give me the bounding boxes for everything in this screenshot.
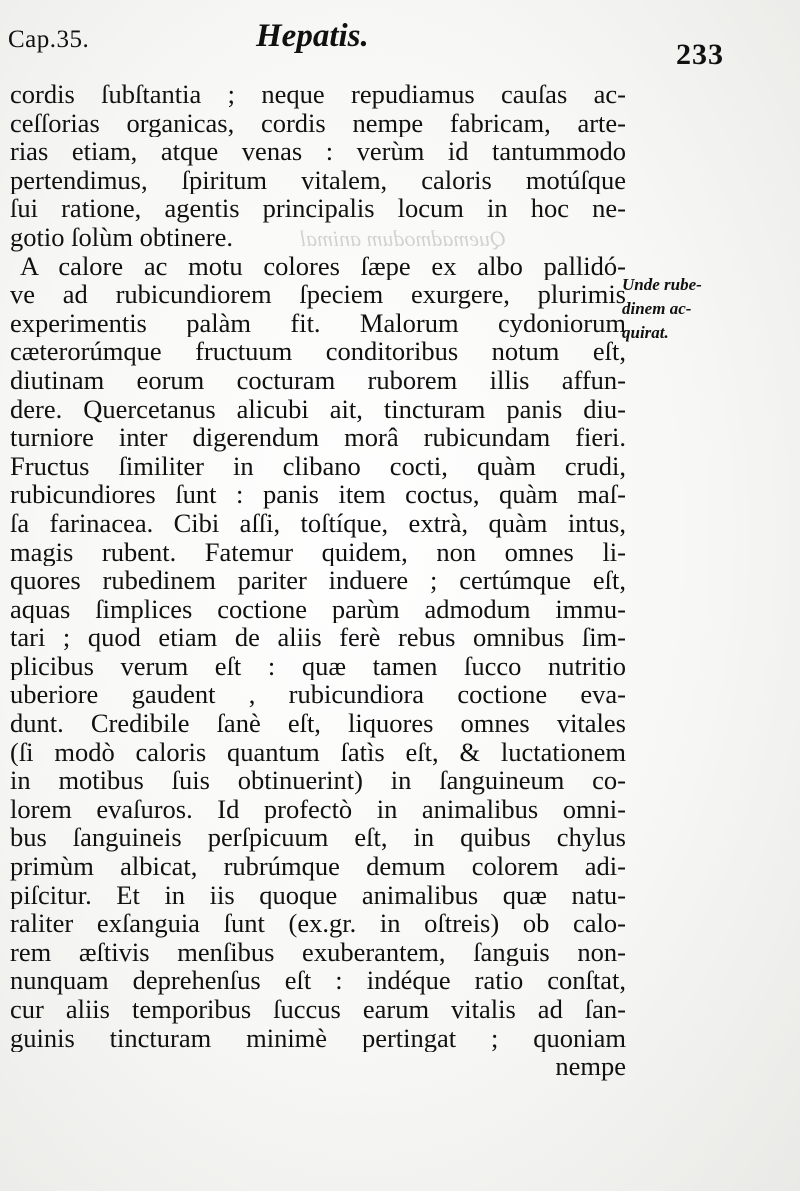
- text-line: nunquam deprehenſus eſt : indéque ratio conſtat,: [10, 966, 626, 995]
- text-line: guinis tincturam minimè pertingat ; quoniam: [10, 1023, 626, 1053]
- text-line: rias etiam, atque venas : verùm id tantummodo: [10, 137, 626, 166]
- text-line: Fructus ſimiliter in clibano cocti, quàm crudi,: [10, 451, 626, 481]
- catchword: nempe: [555, 1052, 626, 1081]
- text-line: magis rubent. Fatemur quidem, non omnes li-: [10, 537, 626, 567]
- text-line: (ſi modò caloris quantum ſatìs eſt, & luctationem: [10, 737, 626, 767]
- text-line: in motibus ſuis obtinuerint) in ſanguineum co-: [10, 766, 626, 795]
- text-line: ſui ratione, agentis principalis locum in hoc ne-: [10, 194, 626, 223]
- text-line: piſcitur. Et in iis quoque animalibus quæ natu-: [10, 880, 626, 910]
- text-line: tari ; quod etiam de aliis ferè rebus omnibus ſim-: [10, 623, 626, 652]
- running-head: [8, 14, 788, 71]
- text-line: experimentis palàm fit. Malorum cydoniorum: [10, 308, 626, 338]
- text-line: cæterorúmque fructuum conditoribus notum eſt,: [10, 337, 626, 366]
- chapter-label: Cap.35.: [8, 26, 90, 53]
- text-line: pertendimus, ſpiritum vitalem, caloris motúſque: [10, 165, 626, 195]
- text-line: turniore inter digerendum morâ rubicundam fieri.: [10, 423, 626, 452]
- text-line: dunt. Credibile ſanè eſt, liquores omnes vitales: [10, 709, 626, 738]
- text-line: raliter exſanguia ſunt (ex.gr. in oſtreis) ob calo-: [10, 909, 626, 938]
- text-line: rem æſtivis menſibus exuberantem, ſanguis non-: [10, 937, 626, 967]
- body-text: [10, 80, 626, 1081]
- text-line: quores rubedinem pariter induere ; certúmque eſt,: [10, 566, 626, 595]
- text-line: plicibus verum eſt : quæ tamen ſucco nutritio: [10, 651, 626, 681]
- page-number: 233: [676, 38, 724, 71]
- marginal-note-line: quirat.: [622, 323, 669, 342]
- text-line: dere. Quercetanus alicubi ait, tincturam panis diu-: [10, 394, 626, 424]
- text-line: ſa farinacea. Cibi aſſi, toſtíque, extrà, quàm intus,: [10, 508, 626, 538]
- text-line: gotio ſolùm obtinere.: [10, 222, 234, 252]
- marginal-note: [622, 273, 798, 345]
- text-line: cordis ſubſtantia ; neque repudiamus cauſas ac-: [10, 80, 626, 109]
- text-line: uberiore gaudent , rubicundiora coctione eva-: [10, 680, 626, 710]
- text-line: primùm albicat, rubrúmque demum colorem adi-: [10, 852, 626, 881]
- text-line: cur aliis temporibus ſuccus earum vitalis ad ſan-: [10, 995, 626, 1024]
- text-line: aquas ſimplices coctione parùm admodum immu-: [10, 594, 626, 624]
- marginal-note-line: dinem ac-: [622, 299, 692, 318]
- page-title: Hepatis.: [256, 18, 369, 54]
- show-through-text: Quemadmodum animal: [300, 226, 506, 251]
- text-line: lorem evaſuros. Id profectò in animalibus omni-: [10, 794, 626, 824]
- text-line: diutinam eorum cocturam ruborem illis affun-: [10, 365, 626, 395]
- text-line: ve ad rubicundiorem ſpeciem exurgere, plurimis: [10, 280, 626, 309]
- text-line: A calore ac motu colores ſæpe ex albo pallidó-: [20, 251, 626, 281]
- text-line: ceſſorias organicas, cordis nempe fabricam, arte-: [10, 108, 626, 138]
- text-line: bus ſanguineis perſpicuum eſt, in quibus chylus: [10, 823, 626, 853]
- text-line: rubicundiores ſunt : panis item coctus, quàm maſ-: [10, 480, 626, 509]
- marginal-note-line: Unde rube-: [622, 275, 702, 294]
